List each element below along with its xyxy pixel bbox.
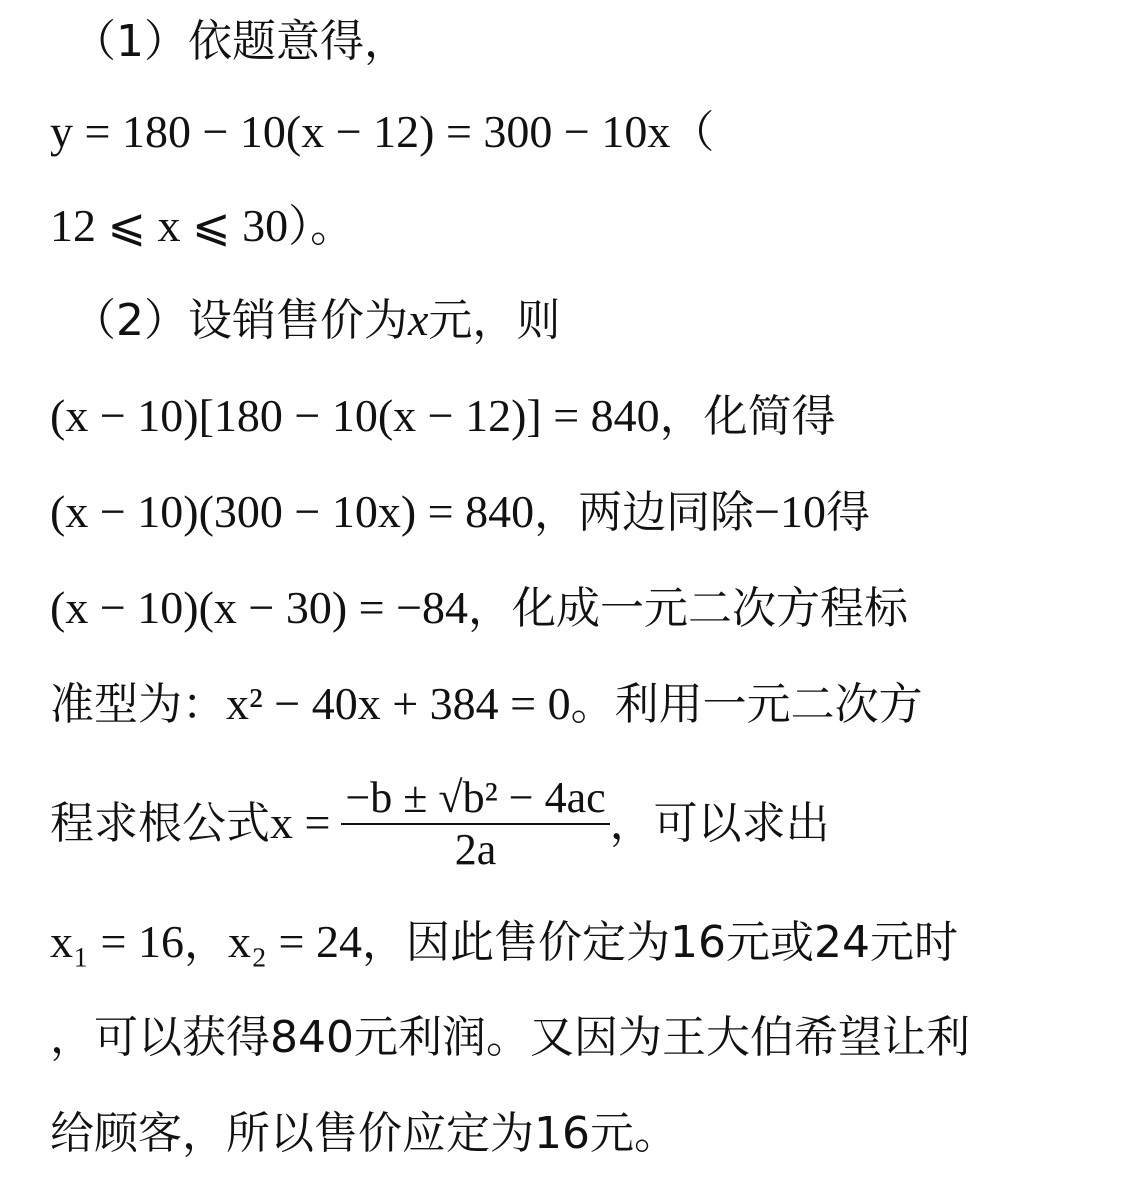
line-8-math: x² − 40x + 384 = 0 <box>226 678 571 729</box>
line-10-math: x₁ = 16 <box>50 916 184 967</box>
line-7-math: (x − 10)(x − 30) = −84 <box>50 582 469 633</box>
fraction-numerator: −b ± √b² − 4ac <box>341 773 609 825</box>
fraction-denominator: 2a <box>454 824 497 874</box>
line-1-text: （1）依题意得， <box>72 16 408 67</box>
line-9-text: 程求根公式 <box>50 798 270 849</box>
line-6-math: (x − 10)(300 − 10x) = 840 <box>50 486 535 537</box>
line-6 <box>50 484 870 540</box>
line-7 <box>50 580 908 636</box>
line-4-text: （2）设销售价为 <box>72 295 408 346</box>
line-9-tail: ，可以求出 <box>609 798 830 849</box>
line-3 <box>50 198 354 254</box>
line-3-tail: ）。 <box>288 201 355 252</box>
line-11-text: ，可以获得840元利润。又因为王大伯希望让利 <box>50 1012 970 1063</box>
line-12 <box>50 1106 678 1162</box>
line-11 <box>50 1010 970 1066</box>
line-8 <box>50 676 923 732</box>
line-12-text: 给顾客，所以售价应定为16元。 <box>50 1108 678 1159</box>
line-4-math: x <box>408 294 429 345</box>
line-6-tail: ，两边同除 <box>534 487 755 538</box>
line-6-math2: −10 <box>754 486 827 537</box>
line-3-math: 12 ⩽ x ⩽ 30 <box>50 200 289 251</box>
line-5 <box>50 388 836 444</box>
line-6-tail2: 得 <box>826 487 871 538</box>
line-8-text: 准型为： <box>50 679 226 730</box>
line-4 <box>72 292 560 348</box>
line-10-tail2: ，因此售价定为16元或24元时 <box>361 917 958 968</box>
line-2 <box>50 104 714 160</box>
line-5-math: (x − 10)[180 − 10(x − 12)] = 840 <box>50 390 660 441</box>
quadratic-formula-fraction <box>341 773 609 875</box>
line-10 <box>50 914 958 970</box>
line-10-tail: ， <box>183 917 228 968</box>
line-9 <box>50 768 830 878</box>
line-7-tail: ，化成一元二次方程标 <box>468 583 909 634</box>
line-5-tail: ，化简得 <box>659 391 836 442</box>
line-2-tail: （ <box>670 107 715 158</box>
line-2-math: y = 180 − 10(x − 12) = 300 − 10x <box>50 106 671 157</box>
line-8-tail: 。利用一元二次方 <box>570 679 923 730</box>
line-10-math2: x₂ = 24 <box>227 916 362 967</box>
line-9-math: x = <box>270 797 331 848</box>
line-4-tail: 元，则 <box>428 295 561 346</box>
line-1 <box>72 14 408 70</box>
